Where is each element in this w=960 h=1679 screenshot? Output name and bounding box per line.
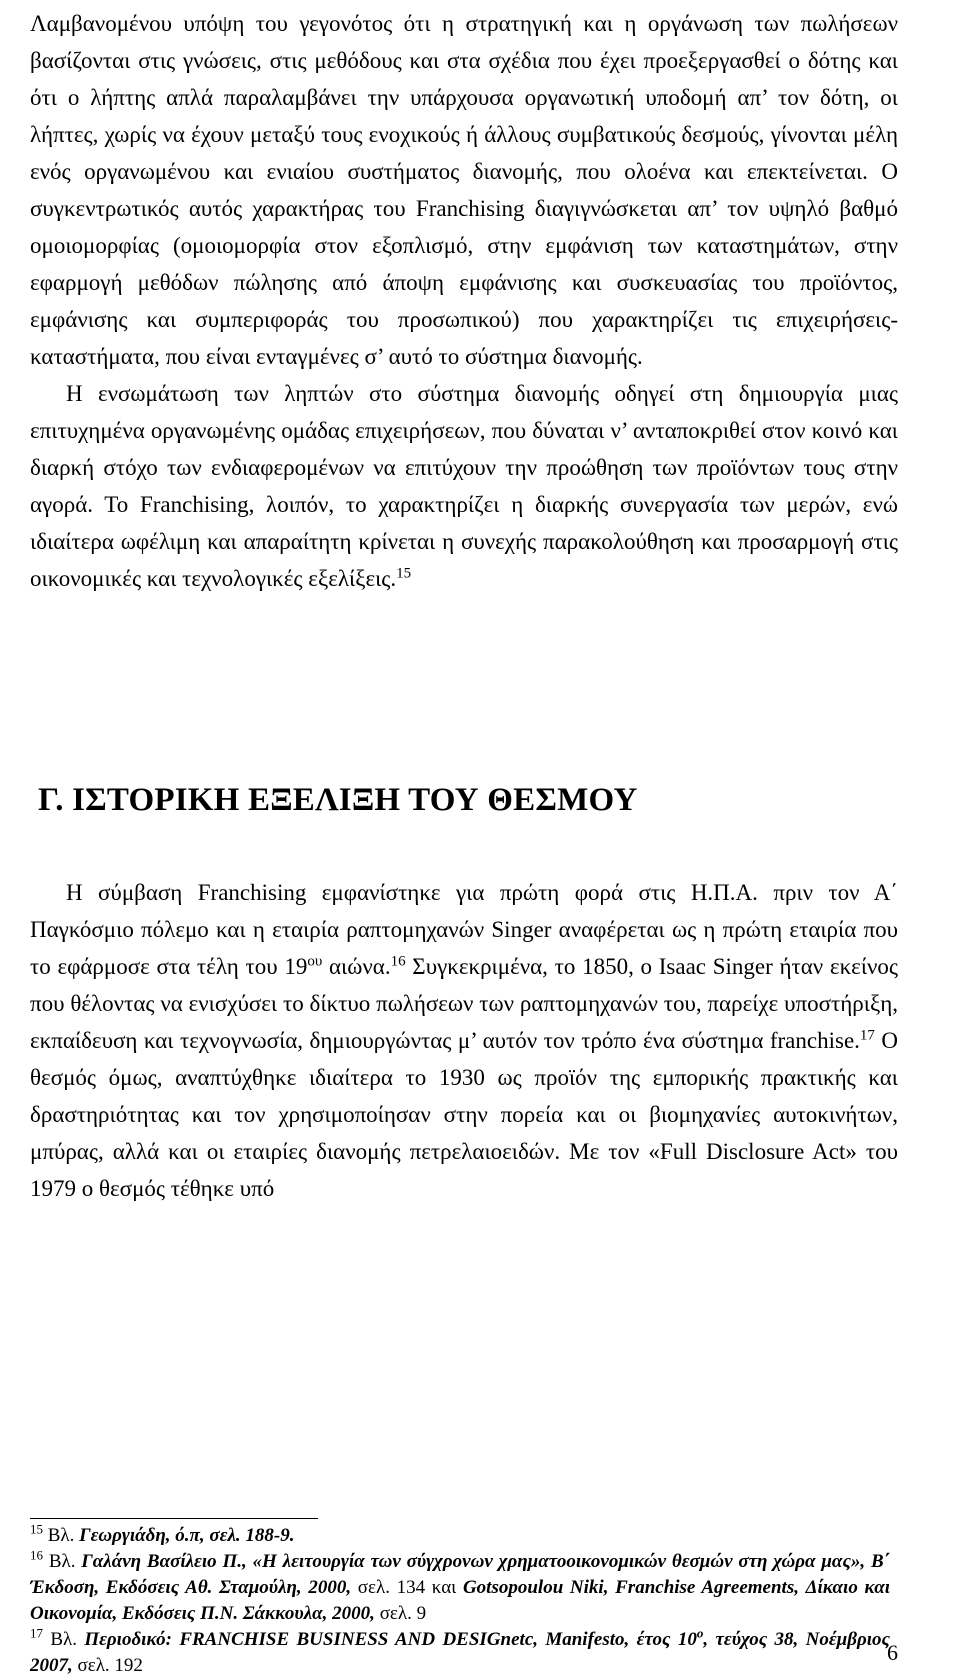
footnote-citation: , τεύχος 38, Νοέμβριος 2007, bbox=[30, 1629, 890, 1676]
footnote-ref-17[interactable]: 17 bbox=[859, 1027, 875, 1044]
footnote-separator bbox=[30, 1518, 318, 1519]
footnote-citation: Gotsopoulou Niki, Franchise Agreements, Δίκαιο και Οικονομία, Εκδόσεις Π.Ν. Σάκκουλα, 2000, bbox=[30, 1577, 890, 1624]
footnotes-area bbox=[30, 1523, 890, 1679]
footnote-page: σελ. 192 bbox=[72, 1655, 143, 1676]
ordinal-suffix: ου bbox=[307, 953, 323, 970]
history-section bbox=[30, 874, 898, 1207]
footnote-15 bbox=[30, 1523, 890, 1549]
footnote-ref-15[interactable]: 15 bbox=[396, 565, 412, 582]
footnote-number: 16 bbox=[30, 1547, 43, 1563]
footnote-prefix: Βλ. bbox=[43, 1551, 82, 1572]
ordinal-suffix: ο bbox=[696, 1625, 704, 1641]
intro-section bbox=[30, 5, 898, 597]
paragraph-uniformity bbox=[30, 5, 898, 375]
page-number: 6 bbox=[887, 1640, 898, 1665]
footnote-number: 17 bbox=[30, 1625, 43, 1641]
section-heading: Γ. ΙΣΤΟΡΙΚΗ ΕΞΕΛΙΞΗ ΤΟΥ ΘΕΣΜΟΥ bbox=[38, 782, 638, 818]
footnote-number: 15 bbox=[30, 1521, 43, 1537]
paragraph-text: Λαμβανομένου υπόψη του γεγονότος ότι η στρατηγική και η οργάνωση των πωλήσεων βασίζονται στις γνώσεις, στις μεθόδους και στα σχέδια που έχει προεξεργασθεί ο δότης και ότι ο λήπτης απλά παραλαμβάνει την υπάρχουσα οργανωτική υποδομή απ’ τον δότη, οι λήπτες, χωρίς να έχουν μεταξύ τους ενοχικούς ή άλλους συμβατικούς δεσμούς, γίνονται μέλη ενός οργανωμένου και ενιαίου συστήματος διανομής, που ολοένα και επεκτείνεται. Ο συγκεντρωτικός αυτός χαρακτήρας του Franchising διαγιγνώσκεται απ’ τον υψηλό βαθμό ομοιομορφίας (ομοιομορφία στον εξοπλισμό, στην εμφάνιση των καταστημάτων, στην εφαρμογή μεθόδων πώλησης από άποψη εμφάνισης και συσκευασίας του προϊόντος, εμφάνισης και συμπεριφοράς του προσωπικού) που χαρακτηρίζει τις επιχειρήσεις-καταστήματα, που είναι ενταγμένες σ’ αυτό το σύστημα διανομής. bbox=[30, 11, 898, 369]
footnote-prefix: Βλ. bbox=[43, 1525, 80, 1546]
footnote-citation: Περιοδικό: FRANCHISE BUSINESS AND DESIGnetc, Manifesto, έτος 10 bbox=[84, 1629, 697, 1650]
footnote-citation: Γεωργιάδη, ό.π, σελ. 188-9. bbox=[79, 1525, 295, 1546]
history-text-3: Συγκεκριμένα, το 1850, ο Isaac Singer ήταν εκείνος που θέλοντας να ενισχύσει το δίκτυο πωλήσεων των ραπτομηχανών του, παρείχε υποστήριξη, εκπαίδευση και τεχνογνωσία, δημιουργώντας μ’ αυτόν τον τρόπο ένα σύστημα franchise. bbox=[30, 954, 899, 1053]
footnote-17 bbox=[30, 1627, 890, 1679]
history-text-2: αιώνα. bbox=[322, 954, 391, 979]
footnote-ref-16[interactable]: 16 bbox=[390, 953, 406, 970]
paragraph-history bbox=[30, 874, 898, 1207]
paragraph-integration bbox=[30, 375, 898, 597]
footnote-page: σελ. 9 bbox=[374, 1603, 427, 1624]
history-text-1: Η σύμβαση Franchising εμφανίστηκε για πρώτη φορά στις Η.Π.Α. πριν τον Α΄ Παγκόσμιο πόλεμο και η εταιρία ραπτομηχανών Singer αναφέρεται ως η πρώτη εταιρία που το εφάρμοσε στα τέλη του 19 bbox=[30, 880, 898, 979]
history-text-4: Ο θεσμός όμως, αναπτύχθηκε ιδιαίτερα το 1930 ως προϊόν της εμπορικής πρακτικής και δραστηριότητας και τον χρησιμοποίησαν στην πορεία και οι βιομηχανίες αυτοκινήτων, μπύρας, αλλά και οι εταιρίες διανομής πετρελαιοειδών. Με τον «Full Disclosure Act» του 1979 ο θεσμός τέθηκε υπό bbox=[30, 1028, 898, 1201]
footnote-prefix: Βλ. bbox=[43, 1629, 85, 1650]
footnote-16 bbox=[30, 1549, 890, 1627]
footnote-page: σελ. 134 και bbox=[351, 1577, 463, 1598]
paragraph-text: Η ενσωμάτωση των ληπτών στο σύστημα διανομής οδηγεί στη δημιουργία μιας επιτυχημένα οργανωμένης ομάδας επιχειρήσεων, που δύναται ν’ ανταποκριθεί στον κοινό και διαρκή στόχο των ενδιαφερομένων να επιτύχουν την προώθηση των προϊόντων τους στην αγορά. Το Franchising, λοιπόν, το χαρακτηρίζει η διαρκής συνεργασία των μερών, ενώ ιδιαίτερα ωφέλιμη και απαραίτητη κρίνεται η συνεχής παρακολούθηση και προσαρμογή στις οικονομικές και τεχνολογικές εξελίξεις. bbox=[30, 381, 898, 591]
footnote-citation: Γαλάνη Βασίλειο Π., «Η λειτουργία των σύγχρονων χρηματοοικονομικών θεσμών στη χώρα μας», Β΄ Έκδοση, Εκδόσεις Αθ. Σταμούλη, 2000, bbox=[30, 1551, 890, 1598]
